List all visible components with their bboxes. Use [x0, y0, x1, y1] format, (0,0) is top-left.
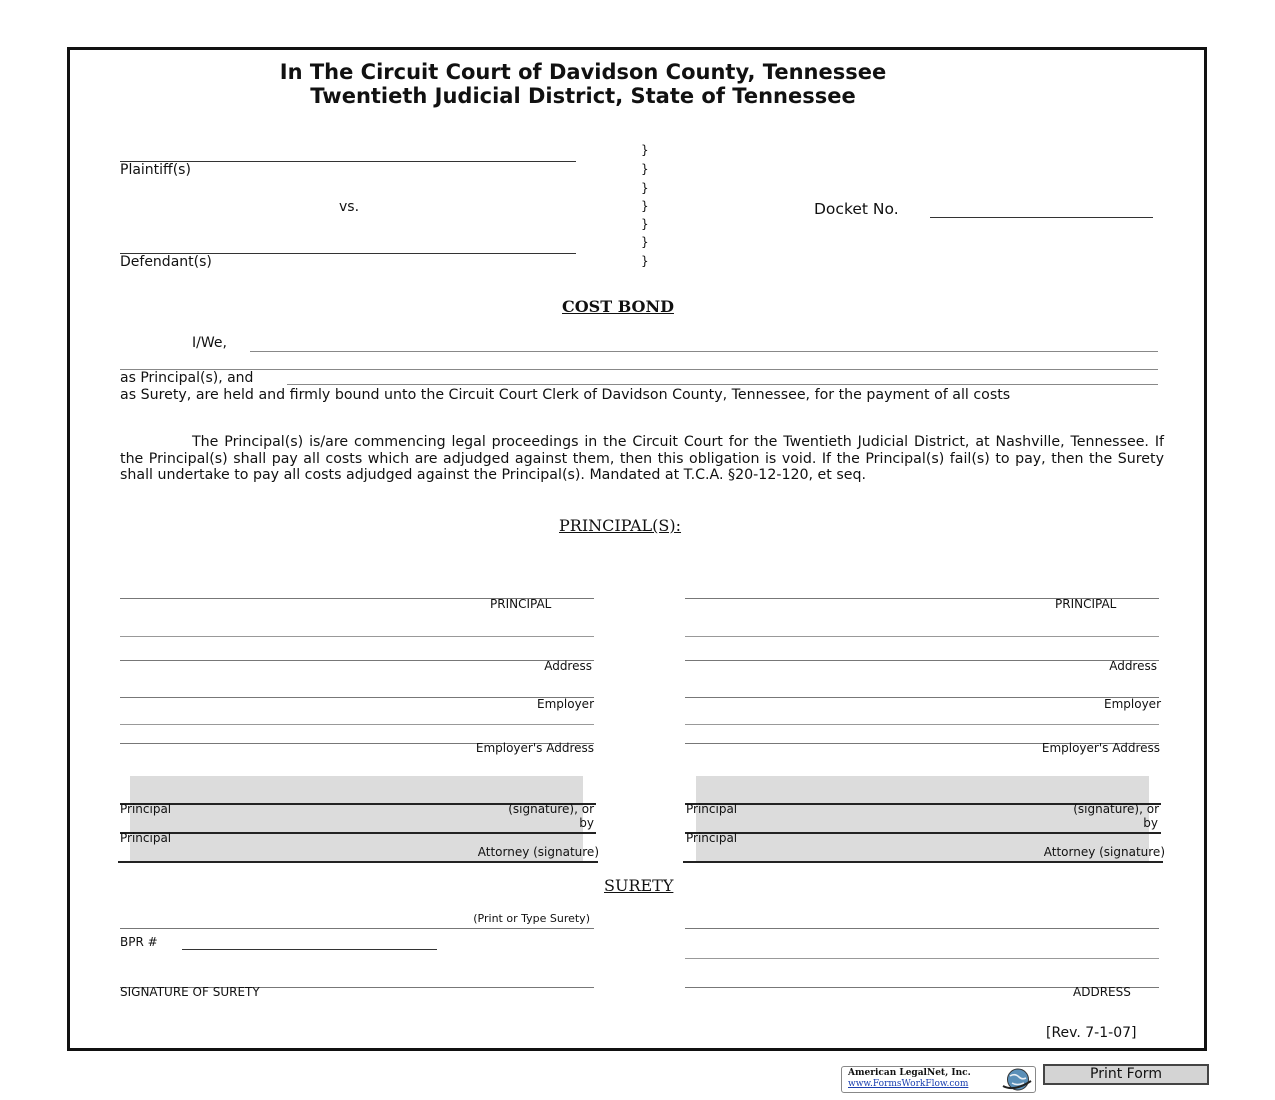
condition-paragraph	[120, 434, 1164, 484]
signature-line	[118, 861, 598, 863]
sig-principal-label: Principal	[120, 802, 172, 816]
form-border	[67, 47, 1207, 1051]
surety-address-label: ADDRESS	[1073, 985, 1131, 999]
employer-address-label: Employer's Address	[1041, 741, 1160, 755]
sig-or-label: (signature), or	[508, 802, 594, 816]
surety-address-field-line1[interactable]	[685, 928, 1159, 929]
sig-principal-label: Principal	[686, 802, 738, 816]
condition-text: The Principal(s) is/are commencing legal proceedings in the Circuit Court for the Twentieth Judicial District, at Nashville, Tennessee. If the Principal(s) shall pay all costs which are adjudged against them, then this obligation is void. If the Principal(s) fail(s) to pay, then the Surety shall undertake to pay all costs adjudged against the Principal(s).	[120, 434, 1164, 483]
globe-icon	[1000, 1067, 1034, 1092]
address-label: Address	[1109, 659, 1157, 673]
sig-by-label: by	[1143, 816, 1158, 830]
caption-brace: }	[641, 217, 649, 231]
vs-label: vs.	[339, 199, 360, 215]
defendant-label: Defendant(s)	[120, 254, 212, 270]
docket-number-field[interactable]	[930, 217, 1153, 218]
principals-heading: PRINCIPAL(S):	[559, 516, 682, 535]
employer-address-field-line1[interactable]	[120, 724, 594, 725]
caption-brace: }	[641, 254, 649, 268]
caption-brace: }	[641, 235, 649, 249]
principal-label: PRINCIPAL	[490, 597, 552, 611]
address-field-line1[interactable]	[685, 636, 1159, 637]
attorney-label: Attorney (signature)	[477, 845, 599, 859]
signature-line	[120, 832, 596, 834]
revision-label: [Rev. 7-1-07]	[1046, 1025, 1137, 1041]
surety-heading: SURETY	[604, 876, 674, 895]
iwe-field[interactable]	[250, 351, 1158, 352]
address-field-line1[interactable]	[120, 636, 594, 637]
logo-url-link[interactable]: www.FormsWorkFlow.com	[848, 1079, 969, 1089]
surety-clause: as Surety, are held and firmly bound unto the Circuit Court Clerk of Davidson County, Tennessee, for the payment of all costs	[120, 387, 1011, 403]
principal-label: PRINCIPAL	[1055, 597, 1117, 611]
sig-by-label: by	[579, 816, 594, 830]
print-form-button[interactable]: Print Form	[1043, 1064, 1209, 1085]
iwe-field-continued[interactable]	[120, 369, 1158, 370]
plaintiff-label: Plaintiff(s)	[120, 162, 191, 178]
court-title-line1: In The Circuit Court of Davidson County, Tennessee	[279, 60, 887, 84]
caption-brace: }	[641, 143, 649, 157]
iwe-label: I/We,	[192, 335, 227, 351]
attorney-label: Attorney (signature)	[1043, 845, 1165, 859]
caption-brace: }	[641, 162, 649, 176]
caption-brace: }	[641, 199, 649, 213]
sig-or-label: (signature), or	[1073, 802, 1159, 816]
signature-line	[685, 832, 1161, 834]
caption-brace: }	[641, 181, 649, 195]
print-type-surety-label: (Print or Type Surety)	[473, 912, 590, 925]
bpr-label: BPR #	[120, 935, 158, 949]
employer-address-label: Employer's Address	[475, 741, 594, 755]
signature-line	[683, 861, 1163, 863]
docket-label: Docket No.	[814, 200, 899, 218]
surety-name-field[interactable]	[287, 384, 1158, 385]
court-title-line2: Twentieth Judicial District, State of Tennessee	[310, 84, 856, 108]
bpr-number-field[interactable]	[182, 949, 437, 950]
surety-signature-label: SIGNATURE OF SURETY	[120, 985, 260, 999]
address-label: Address	[544, 659, 592, 673]
employer-address-field-line1[interactable]	[685, 724, 1159, 725]
sig-principal2-label: Principal	[686, 831, 738, 845]
employer-label: Employer	[537, 697, 594, 711]
surety-address-field-line2[interactable]	[685, 958, 1159, 959]
principal-and-label: as Principal(s), and	[120, 370, 254, 386]
surety-print-name-field[interactable]	[120, 928, 594, 929]
sig-principal2-label: Principal	[120, 831, 172, 845]
cost-bond-heading: COST BOND	[562, 297, 674, 316]
logo-company-name: American LegalNet, Inc.	[848, 1068, 971, 1078]
employer-label: Employer	[1104, 697, 1161, 711]
mandate-text: Mandated at T.C.A. §20-12-120, et seq.	[589, 467, 866, 483]
